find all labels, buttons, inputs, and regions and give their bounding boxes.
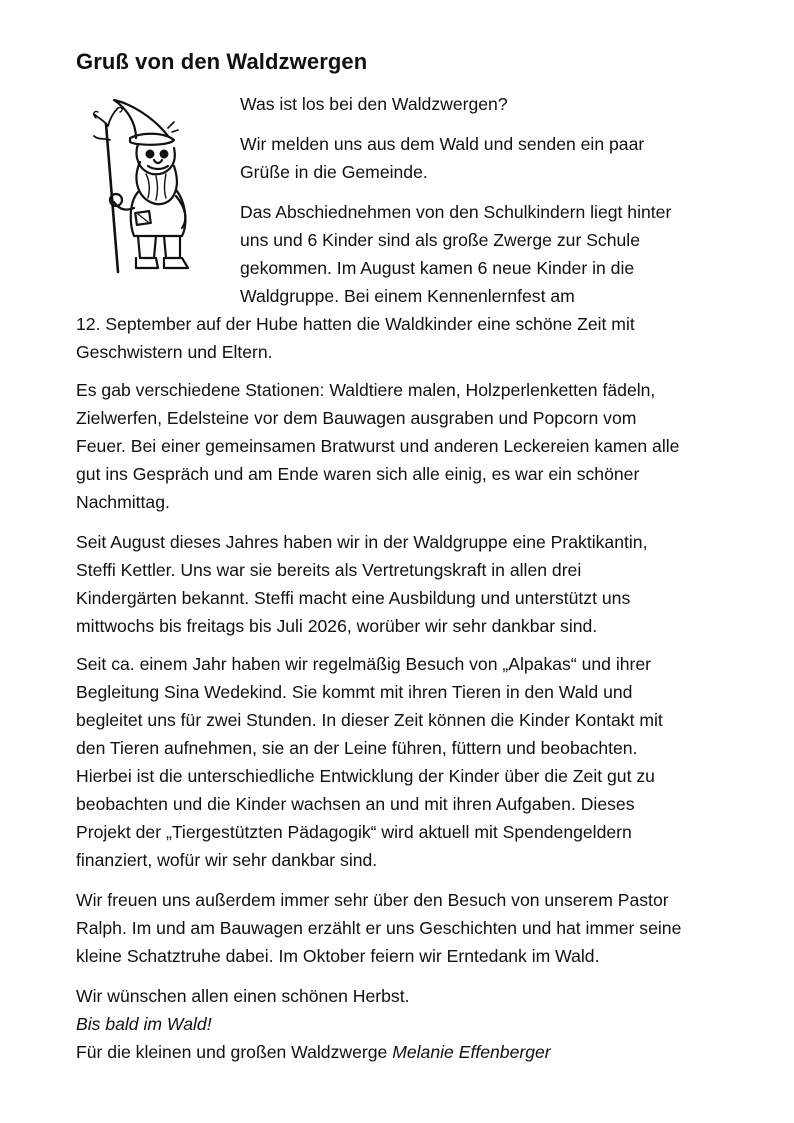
intern-line: Seit August dieses Jahres haben wir in der Waldgruppe eine Praktikantin, <box>76 532 648 552</box>
closing-signoff <box>76 1038 551 1066</box>
intern-line: Steffi Kettler. Uns war sie bereits als Vertretungskraft in allen drei <box>76 560 582 580</box>
alpacas-line: Seit ca. einem Jahr haben wir regelmäßig Besuch von „Alpakas“ und ihrer <box>76 654 652 674</box>
intro-line: Geschwistern und Eltern. <box>76 342 273 362</box>
intro-line: Waldgruppe. Bei einem Kennenlernfest am <box>240 286 575 306</box>
closing-wish: Wir wünschen allen einen schönen Herbst. <box>76 986 410 1006</box>
intro-line: Was ist los bei den Waldzwergen? <box>240 94 508 114</box>
article-title: Gruß von den Waldzwergen <box>76 49 368 74</box>
intro-line: 12. September auf der Hube hatten die Waldkinder eine schöne Zeit mit <box>76 314 635 334</box>
pastor-line: Ralph. Im und am Bauwagen erzählt er uns Geschichten und hat immer seine <box>76 918 682 938</box>
intro-line: Grüße in die Gemeinde. <box>240 162 428 182</box>
intern-line: mittwochs bis freitags bis Juli 2026, worüber wir sehr dankbar sind. <box>76 616 598 636</box>
intro-line: Das Abschiednehmen von den Schulkindern liegt hinter <box>240 202 672 222</box>
alpacas-line: Projekt der „Tiergestützten Pädagogik“ wird aktuell mit Spendengeldern <box>76 822 632 842</box>
alpacas-line: begleitet uns für zwei Stunden. In dieser Zeit können die Kinder Kontakt mit <box>76 710 663 730</box>
intro-line: gekommen. Im August kamen 6 neue Kinder in die <box>240 258 635 278</box>
alpacas-line: beobachten und die Kinder wachsen an und mit ihren Aufgaben. Dieses <box>76 794 635 814</box>
stations-line: Feuer. Bei einer gemeinsamen Bratwurst und anderen Leckereien kamen alle <box>76 436 680 456</box>
alpacas-line: Hierbei ist die unterschiedliche Entwicklung der Kinder über die Zeit gut zu <box>76 766 655 786</box>
alpacas-line: finanziert, wofür wir sehr dankbar sind. <box>76 850 378 870</box>
intro-line: Wir melden uns aus dem Wald und senden ein paar <box>240 134 645 154</box>
pastor-line: Wir freuen uns außerdem immer sehr über den Besuch von unserem Pastor <box>76 890 669 910</box>
intern-line: Kindergärten bekannt. Steffi macht eine Ausbildung und unterstützt uns <box>76 588 631 608</box>
stations-line: Zielwerfen, Edelsteine vor dem Bauwagen ausgraben und Popcorn vom <box>76 408 637 428</box>
stations-line: Nachmittag. <box>76 492 170 512</box>
alpacas-line: den Tieren aufnehmen, sie an der Leine führen, füttern und beobachten. <box>76 738 638 758</box>
alpacas-line: Begleitung Sina Wedekind. Sie kommt mit ihren Tieren in den Wald und <box>76 682 633 702</box>
closing-farewell: Bis bald im Wald! <box>76 1014 212 1034</box>
stations-line: Es gab verschiedene Stationen: Waldtiere malen, Holzperlenketten fädeln, <box>76 380 656 400</box>
author-name: Melanie Effenberger <box>392 1042 551 1062</box>
stations-line: gut ins Gespräch und am Ende waren sich alle einig, es war ein schöner <box>76 464 640 484</box>
gnome-illustration <box>74 96 198 278</box>
pastor-line: kleine Schatztruhe dabei. Im Oktober feiern wir Erntedank im Wald. <box>76 946 600 966</box>
intro-line: uns und 6 Kinder sind als große Zwerge zur Schule <box>240 230 640 250</box>
signoff-text: Für die kleinen und großen Waldzwerge <box>76 1042 393 1062</box>
